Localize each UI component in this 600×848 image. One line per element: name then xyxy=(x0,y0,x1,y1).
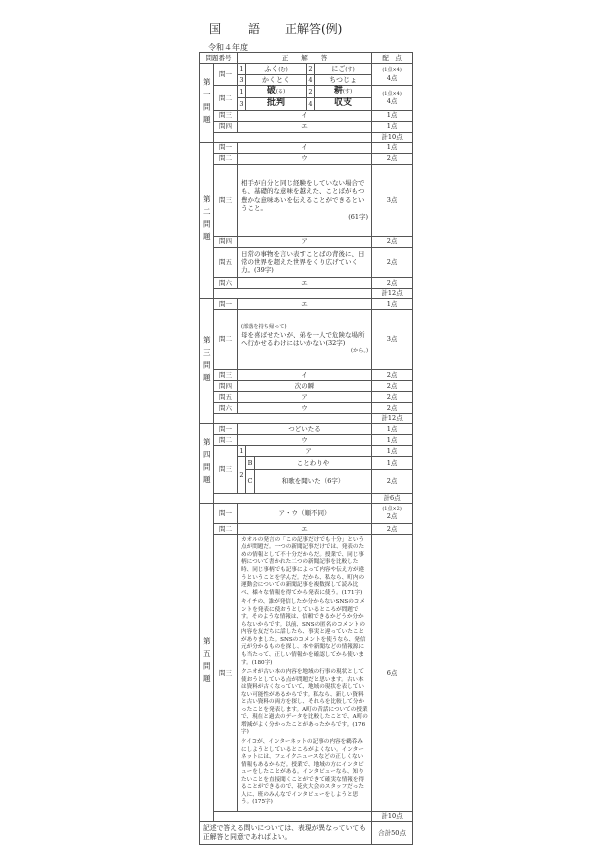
s2-q6-points: 2点 xyxy=(372,277,413,288)
s2-q1-points: 1点 xyxy=(372,142,413,153)
s1-q2-a4: 収支 xyxy=(315,98,372,110)
s3-q2-points: 3点 xyxy=(372,309,413,369)
title-char-1: 国 xyxy=(209,22,222,36)
s2-q5-points: 2点 xyxy=(372,247,413,277)
s1-q2-points: (1点×4) 4点 xyxy=(372,86,413,111)
s1-q2-n1: 1 xyxy=(238,86,246,98)
s2-q6-answer: エ xyxy=(238,277,372,288)
s1-total: 計10点 xyxy=(372,132,413,142)
s2-q2-points: 2点 xyxy=(372,153,413,164)
s1-q4-label: 問四 xyxy=(214,121,238,132)
s1-q2-a1: 破(る) xyxy=(246,86,307,98)
s1-q2-a3: 批判 xyxy=(246,98,307,110)
s1-q2-n2: 2 xyxy=(307,86,315,98)
s3-q6-label: 問六 xyxy=(214,402,238,413)
s1-q2-n4: 4 xyxy=(307,98,315,110)
s5-q1-points: (1点×2) 2点 xyxy=(372,503,413,523)
grading-note: 記述で答える問いについては、表現が異なっていても正解答と同意であればよい。 xyxy=(200,821,372,844)
s1-q1-a3: かくとく xyxy=(246,75,307,86)
s3-q2-answer: (部落を持ち帰って) 母を喜ばせたいが、弟を一人で危険な場所へ行かせるわけにはいかない(32字) (から。) xyxy=(238,309,372,369)
s1-q1-a4: ちつじょ xyxy=(315,75,372,86)
s5-q3-answers xyxy=(238,534,372,811)
s5-q1-label: 問一 xyxy=(214,503,238,523)
s5-q2-answer: エ xyxy=(238,523,372,534)
s3-q4-label: 問四 xyxy=(214,380,238,391)
s5-q3-example-2: キイチの、誰が発信したか分からないSNSのコメントを発表に使おうとしているところが問題です。そのような情報は、信頼できるかどうか分からないからです。以前、SNSの匿名のコメントの内容を友だちに話したら、事実と違っていたことがありました。SNSのコメントを使うなら、発信元が分かるものを探し、本や新聞などの情報源にも当たって、正しい情報かを確認してから使います。(180字) xyxy=(241,599,366,666)
s2-q1-answer: イ xyxy=(238,142,372,153)
s5-q3-points: 6点 xyxy=(372,534,413,811)
s3-q2-label: 問二 xyxy=(214,309,238,369)
s4-q3-b-points: 1点 xyxy=(372,456,413,469)
s4-q3-a1-points: 1点 xyxy=(372,445,413,456)
s3-q4-points: 2点 xyxy=(372,380,413,391)
s1-q1-n1: 1 xyxy=(239,64,244,73)
col-header-answer: 正 解 答 xyxy=(238,53,372,64)
title-subtitle: 正解答(例) xyxy=(285,22,343,36)
s3-q1-points: 1点 xyxy=(372,298,413,309)
s4-q3-label: 問三 xyxy=(214,445,238,493)
s1-q1-n3: 3 xyxy=(239,75,244,84)
section-5-label: 第五問題 xyxy=(200,503,214,821)
s1-q2-a2: 耕(す) xyxy=(315,86,372,98)
s4-q3-b: ことわりや xyxy=(255,456,372,469)
s2-q5-label: 問五 xyxy=(214,247,238,277)
s5-q1-answer: ア・ウ（順不同） xyxy=(238,503,372,523)
s3-q1-answer: エ xyxy=(238,298,372,309)
s5-q3-example-4: ケイコが、インターネットの記事の内容を鵜呑みにしようとしているところがよくない。インターネットには、フェイクニュースなどの正しくない情報もあるからだ。授業で、地域の方にインタビューをしたことがある。インタビューなら、知りたいことを直接聞くことができて確実な情報を得ることができるので、花火大会のスタッフだった人に、班のみんなでインタビューをしようと思う。(175字) xyxy=(241,739,365,806)
s2-q3-answer: 相手が自分と同じ経験をしていない場合でも、基礎的な意味を越えた、ことばがもつ豊かな意味あいを伝えることができるということ。 (61字) xyxy=(238,164,372,236)
s2-q2-label: 問二 xyxy=(214,153,238,164)
s1-q2-n3: 3 xyxy=(238,98,246,110)
section-3-label: 第三問題 xyxy=(200,298,214,423)
s2-q4-points: 2点 xyxy=(372,236,413,247)
s1-q1-label: 問一 xyxy=(214,64,238,86)
answer-table xyxy=(199,52,413,845)
s1-q3-label: 問三 xyxy=(214,110,238,121)
s2-q2-answer: ウ xyxy=(238,153,372,164)
s2-q6-label: 問六 xyxy=(214,277,238,288)
s2-q1-label: 問一 xyxy=(214,142,238,153)
grand-total: 合計50点 xyxy=(372,821,413,844)
title-char-2: 語 xyxy=(248,22,261,36)
s4-q3-n1: 1 xyxy=(239,446,244,455)
col-header-number: 問題番号 xyxy=(200,53,238,64)
s3-q5-answer: ア xyxy=(238,391,372,402)
s4-q2-answer: ウ xyxy=(238,434,372,445)
s3-total: 計12点 xyxy=(372,413,413,423)
fiscal-year: 令和４年度 xyxy=(208,43,248,52)
s3-q1-label: 問一 xyxy=(214,298,238,309)
section-4-label: 第四問題 xyxy=(200,423,214,503)
section-2-label: 第二問題 xyxy=(200,142,214,298)
s3-q3-points: 2点 xyxy=(372,369,413,380)
s4-q3-a1: ア xyxy=(246,445,372,456)
s2-total: 計12点 xyxy=(372,288,413,298)
s2-q3-points: 3点 xyxy=(372,164,413,236)
s4-q3-nc: C xyxy=(246,469,255,493)
s5-total: 計10点 xyxy=(372,811,413,821)
s3-q3-answer: イ xyxy=(238,369,372,380)
s1-q1-points: (1点×4) 4点 xyxy=(372,64,413,86)
s5-q3-label: 問三 xyxy=(214,534,238,811)
s1-q1-n4: 4 xyxy=(308,75,313,84)
s1-q1-a2: にご(す) xyxy=(315,64,372,75)
s1-q3-answer: イ xyxy=(238,110,372,121)
s2-q4-answer: ア xyxy=(238,236,372,247)
table-header-row xyxy=(200,53,413,64)
s3-q3-label: 問三 xyxy=(214,369,238,380)
s1-q2-label: 問二 xyxy=(214,86,238,111)
s4-q1-points: 1点 xyxy=(372,423,413,434)
s5-q3-example-1: カオルの発言の「この記事だけでも十分」という点が問題だ。一つの新聞記事だけでは、発表のための情報として不十分だからだ。授業で、同じ事柄について書かれた二つの新聞記事を比較した時、同じ事柄でも記事によって内容や伝え方が違うということを学んだ。だから、私なら、町内の運動会についての新聞記事を複数探して読み比べ、様々な情報を得てから発表に使う。(171字) xyxy=(241,536,365,596)
s4-q2-label: 問二 xyxy=(214,434,238,445)
s5-q2-points: 2点 xyxy=(372,523,413,534)
s1-q1-a1: ふく(む) xyxy=(246,64,307,75)
s4-q2-points: 1点 xyxy=(372,434,413,445)
s4-q3-nb: B xyxy=(246,456,255,469)
s1-q3-points: 1点 xyxy=(372,110,413,121)
section-1-label: 第一問題 xyxy=(200,64,214,143)
s4-q1-label: 問一 xyxy=(214,423,238,434)
s3-q5-label: 問五 xyxy=(214,391,238,402)
s2-q3-label: 問三 xyxy=(214,164,238,236)
s1-q4-answer: エ xyxy=(238,121,372,132)
s5-q3-example-3: クニオが古い本の内容を地域の行事の現状として使おうとしている点が問題だと思います。古い本は資料が古くなっていて、地域の現状を表していない可能性があるからです。私なら、新しい資料と古い資料の両方を探し、それらを比較して分かったことを発表します。A町の昔話についての授業で、現在と過去のデータを比較したことで、A町の増減がよく分かったことがあったからです。(176字) xyxy=(241,669,368,736)
s4-q3-n2: 2 xyxy=(238,456,246,493)
s1-q4-points: 1点 xyxy=(372,121,413,132)
s4-total: 計6点 xyxy=(372,493,413,503)
s3-q6-answer: ウ xyxy=(238,402,372,413)
s5-q2-label: 問二 xyxy=(214,523,238,534)
s4-q3-c-points: 2点 xyxy=(372,469,413,493)
col-header-points: 配 点 xyxy=(372,53,413,64)
s2-q5-answer: 日常の事物を言い表すことばの背後に、日常の世界を超えた世界をくり広げていく力。(39字) xyxy=(238,247,372,277)
s3-q5-points: 2点 xyxy=(372,391,413,402)
s3-q6-points: 2点 xyxy=(372,402,413,413)
s4-q1-answer: つどいたる xyxy=(238,423,372,434)
s2-q4-label: 問四 xyxy=(214,236,238,247)
s1-q1-n2: 2 xyxy=(308,64,313,73)
s4-q3-c: 和歌を聞いた（6字） xyxy=(255,469,372,493)
s3-q4-answer: 次の瞬 xyxy=(238,380,372,391)
